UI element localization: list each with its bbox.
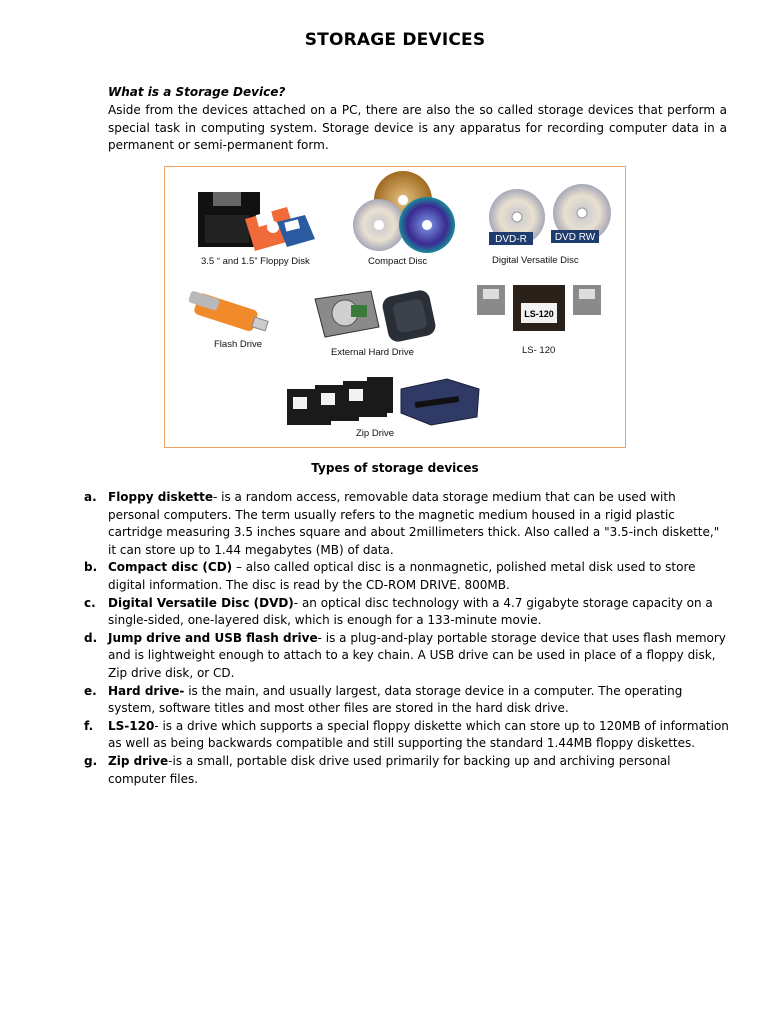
dvd-rw-label: DVD RW	[554, 232, 596, 243]
list-item-term: LS-120	[108, 718, 155, 733]
list-item-term: Compact disc (CD)	[108, 560, 233, 575]
list-item-text: is the main, and usually largest, data storage device in a computer. The operating system, software titles and most other files are stored in the hard disk drive.	[108, 683, 683, 716]
list-item	[84, 489, 729, 559]
list-item-text: – also called optical disc is a nonmagnetic, polished metal disk used to store digital information. The disc is read by the CD-ROM DRIVE. 800MB.	[108, 560, 696, 592]
external-hard-drive-icon	[315, 289, 437, 344]
page-title: STORAGE DEVICES	[304, 30, 486, 50]
caption-compact-disc: Compact Disc	[368, 256, 428, 267]
caption-external-hard-drive: External Hard Drive	[331, 347, 414, 358]
list-item-text: - is a drive which supports a special floppy diskette which can store up to 120MB of information as well as being backwards compatible and still supporting the standard 1.44MB floppy diskettes.	[108, 718, 729, 751]
compact-disc-icon	[353, 171, 455, 253]
list-item-letter: c.	[84, 595, 96, 610]
caption-zip-drive: Zip Drive	[356, 428, 395, 439]
caption-ls-120: LS- 120	[522, 345, 556, 356]
storage-devices-illustration	[165, 167, 627, 449]
list-item	[84, 559, 729, 594]
list-item-letter: e.	[84, 683, 97, 698]
list-item-text: -is a small, portable disk drive used primarily for backing up and archiving personal computer files.	[108, 753, 671, 786]
list-item-text: - is a random access, removable data storage medium that can be used with personal computers. The term usually refers to the magnetic medium housed in a rigid plastic cartridge measuring 3.5 inches square and about 2millimeters thick. Also called a "3.5-inch diskette," it can store up to 1.44 megabytes (MB) of data.	[108, 490, 720, 557]
ls-120-disk-label: LS-120	[524, 309, 554, 319]
ls-120-disk-icon	[477, 285, 601, 331]
caption-dvd: Digital Versatile Disc	[492, 255, 579, 266]
caption-floppy-disk: 3.5 “ and 1.5” Floppy Disk	[201, 256, 310, 267]
list-item	[84, 718, 729, 753]
list-item	[84, 683, 729, 718]
list-item-letter: f.	[84, 718, 94, 733]
flash-drive-icon	[188, 290, 268, 332]
intro-paragraph: Aside from the devices attached on a PC, there are also the so called storage devices that perform a special task in computing system. Storage device is any apparatus for recording computer data in a permanent or semi-permanent form.	[108, 103, 727, 152]
dvd-r-label: DVD-R	[495, 234, 527, 245]
dvd-icon	[489, 184, 611, 245]
list-item	[84, 630, 729, 683]
list-item	[84, 595, 729, 630]
list-item-letter: d.	[84, 630, 98, 645]
list-item-term: Digital Versatile Disc (DVD)	[108, 595, 294, 610]
section-question: What is a Storage Device?	[108, 85, 286, 99]
list-item	[84, 753, 729, 788]
list-item-letter: g.	[84, 753, 98, 768]
list-item-term: Zip drive	[108, 753, 169, 768]
figure-caption: Types of storage devices	[311, 461, 479, 475]
list-item-term: Floppy diskette	[108, 490, 213, 504]
caption-flash-drive: Flash Drive	[214, 339, 263, 350]
list-item-term: Jump drive and USB flash drive	[108, 630, 318, 645]
zip-drive-icon	[287, 377, 479, 425]
floppy-disk-icon	[198, 192, 315, 251]
storage-devices-figure	[164, 166, 626, 448]
list-item-letter: a.	[84, 490, 97, 504]
storage-device-list	[84, 489, 729, 788]
list-item-text: - an optical disc technology with a 4.7 gigabyte storage capacity on a single-sided, one-layered disk, which is enough for a 133-minute movie.	[108, 595, 713, 628]
list-item-letter: b.	[84, 560, 98, 575]
list-item-term: Hard drive-	[108, 683, 185, 698]
list-item-text: - is a plug-and-play portable storage device that uses flash memory and is lightweight enough to attach to a key chain. A USB drive can be used in place of a floppy disk, Zip drive disk, or CD.	[108, 630, 726, 680]
